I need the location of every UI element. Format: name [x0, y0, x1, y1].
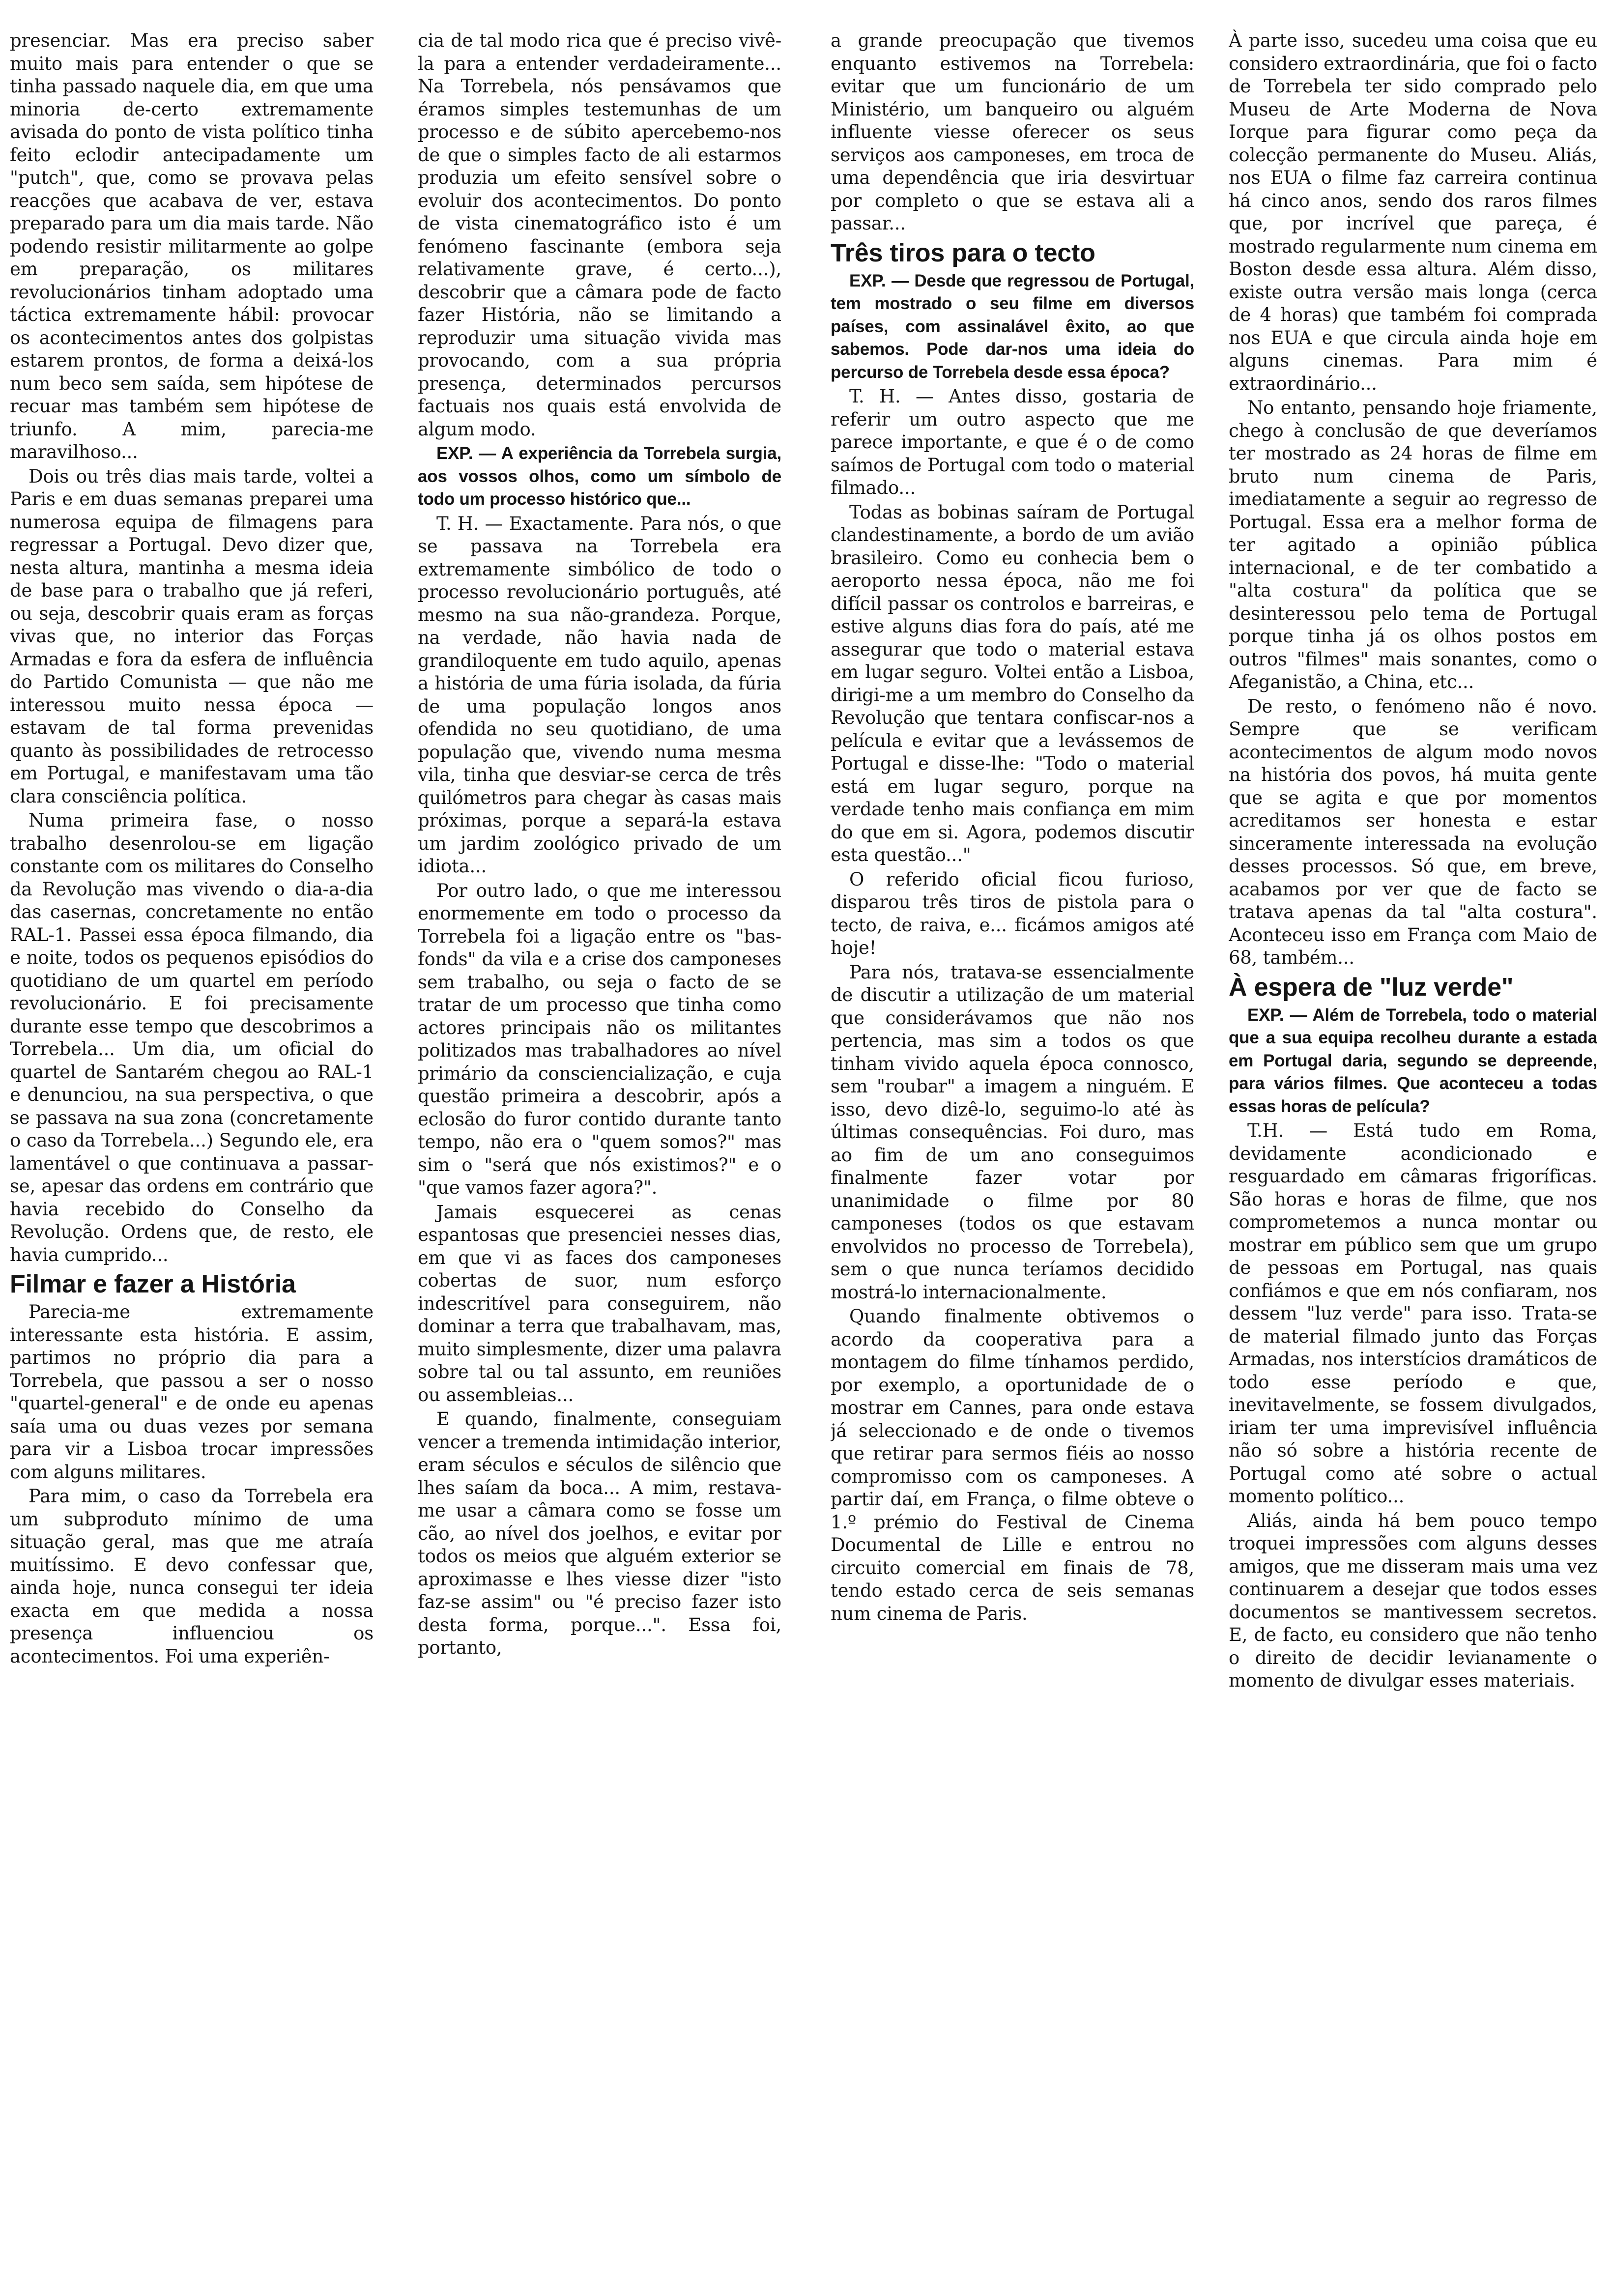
body-paragraph: De resto, o fenómeno não é novo. Sempre que se verificam acontecimentos de algum modo novos na história dos povos, há muita gente que se agita e que por momentos acreditamos ser honesta e estar sinceramente interessada na evolução desses processos. Só que, em breve, acabamos por ver que de facto se tratava apenas da tal "alta costura". Aconteceu isso em França com Maio de 68, também...	[1229, 695, 1597, 968]
body-paragraph: E quando, finalmente, conseguiam vencer a tremenda intimidação interior, eram séculos e séculos de silêncio que lhes saíam da boca... A mim, restava-me usar a câmara como se fosse um cão, ao nível dos joelhos, e evitar por todos os meios que alguém exterior se aproximasse e lhes viesse dizer "isto faz-se assim" ou "é preciso fazer isto desta forma, porque...". Essa foi, portanto,	[418, 1408, 781, 1658]
body-paragraph: cia de tal modo rica que é preciso vivê-la para a entender verdadeiramente... Na Torrebela, nós pensávamos que éramos simples testemunhas de um processo e de súbito apercebemo-nos de que o simples facto de ali estarmos produzia um efeito sensível sobre o evoluir dos acontecimentos. Do ponto de vista cinematográfico isto é um fenómeno fascinante (embora seja relativamente grave, é certo...), descobrir que a câmara pode de facto fazer História, não se limitando a reproduzir uma situação vivida mas provocando, com a sua própria presença, determinados percursos factuais nos quais está envolvida de algum modo.	[418, 30, 781, 440]
body-paragraph: T.H. — Está tudo em Roma, devidamente acondicionado e resguardado em câmaras frigoríficas. São horas e horas de filme, que nos comprometemos a nunca montar ou mostrar em público sem que um grupo de pessoas em Portugal, nas quais confiámos e que em nós confiaram, nos dessem "luz verde" para isso. Trata-se de material filmado junto das Forças Armadas, nos interstícios dramáticos de todo esse período e que, inevitavelmente, se fossem divulgados, iriam ter uma imprevisível influência não só sobre a história recente de Portugal como até sobre o actual momento político...	[1229, 1120, 1597, 1507]
section-heading: Filmar e fazer a História	[10, 1270, 296, 1298]
body-paragraph: Dois ou três dias mais tarde, voltei a Paris e em duas semanas preparei uma numerosa equipa de filmagens para regressar a Portugal. Devo dizer que, nesta altura, mantinha a mesma ideia de base para o trabalho que já referi, ou seja, descobrir quais eram as forças vivas que, no interior das Forças Armadas e fora da esfera de influência do Partido Comunista — que não me interessou muito nessa época — estavam de tal forma prevenidas quanto às possibilidades de retrocesso em Portugal, e manifestavam uma tão clara consciência política.	[10, 465, 374, 807]
column-4	[1229, 29, 1597, 2280]
interviewer-question: EXP. — A experiência da Torrebela surgia, aos vossos olhos, como um símbolo de todo um processo histórico que...	[418, 444, 781, 509]
body-paragraph: Por outro lado, o que me interessou enormemente em todo o processo da Torrebela foi a ligação entre os "bas-fonds" da vila e a crise dos camponeses sem trabalho, ou seja o facto de se tratar de um processo que tinha como actores principais não os militantes politizados mas trabalhadores ao nível primário da consciencialização, e cuja questão primeira a descobrir, após a eclosão do furor contido durante tanto tempo, não era o "quem somos?" mas sim o "será que nós existimos?" e o "que vamos fazer agora?".	[418, 880, 781, 1198]
body-paragraph: Para mim, o caso da Torrebela era um subproduto mínimo de uma situação geral, mas que me atraía muitíssimo. E devo confessar que, ainda hoje, nunca consegui ter ideia exacta em que medida a nossa presença influenciou os acontecimentos. Foi uma experiên-	[10, 1486, 374, 1667]
body-paragraph: Para nós, tratava-se essencialmente de discutir a utilização de um material que considerávamos que não nos pertencia, mas sim a todos os que tinham vivido aquela época connosco, sem "roubar" a imagem a ninguém. E isso, devo dizê-lo, seguimo-lo até às últimas consequências. Foi duro, mas ao fim de um ano conseguimos finalmente fazer votar por unanimidade o filme por 80 camponeses (todos os que estavam envolvidos no processo de Torrebela), sem o que nunca teríamos decidido mostrá-lo internacionalmente.	[831, 961, 1194, 1303]
body-paragraph: Aliás, ainda há bem pouco tempo troquei impressões com alguns desses amigos, que me disseram mais uma vez continuarem a desejar que todos esses documentos se mantivessem secretos. E, de facto, eu considero que não tenho o direito de decidir levianamente o momento de divulgar esses materiais.	[1229, 1510, 1597, 1691]
body-paragraph: presenciar. Mas era preciso saber muito mais para entender o que se tinha passado naquele dia, em que uma minoria de-certo extremamente avisada do ponto de vista político tinha feito eclodir antecipadamente um "putch", que, como se provava pelas reacções que acabava de ver, estava preparado para um dia mais tarde. Não podendo resistir militarmente ao golpe em preparação, os militares revolucionários tinham adoptado uma táctica extremamente hábil: provocar os acontecimentos antes dos golpistas estarem prontos, de forma a deixá-los num beco sem saída, sem hipótese de recuar mas também sem hipótese de triunfo. A mim, parecia-me maravilhoso...	[10, 30, 374, 462]
body-paragraph: a grande preocupação que tivemos enquanto estivemos na Torrebela: evitar que um funcionário de um Ministério, um banqueiro ou alguém influente viesse oferecer os seus serviços aos camponeses, em troca de uma dependência que iria desvirtuar por completo o que se estava ali a passar...	[831, 30, 1194, 234]
body-paragraph: T. H. — Antes disso, gostaria de referir um outro aspecto que me parece importante, e que é o de como saímos de Portugal com todo o material filmado...	[831, 386, 1194, 498]
section-heading: Três tiros para o tecto	[831, 238, 1095, 267]
column-2	[418, 29, 781, 2177]
interviewer-question: EXP. — Além de Torrebela, todo o material que a sua equipa recolheu durante a estada em Portugal daria, segundo se depreende, para vários filmes. Que aconteceu a todas essas horas de película?	[1229, 1005, 1597, 1116]
body-paragraph: Jamais esquecerei as cenas espantosas que presenciei nesses dias, em que vi as faces dos camponeses cobertas de suor, num esforço indescritível para conseguirem, não dominar a terra que trabalhavam, mas, muito simplesmente, dizer uma palavra sobre tal ou tal assunto, em reuniões ou assembleias...	[418, 1201, 781, 1406]
body-paragraph: T. H. — Exactamente. Para nós, o que se passava na Torrebela era extremamente simbólico de todo o processo revolucionário português, até mesmo na sua não-grandeza. Porque, na verdade, não havia nada de grandiloquente em tudo aquilo, apenas a história de uma fúria isolada, da fúria de uma população longos anos ofendida no seu quotidiano, de uma população que, vivendo numa mesma vila, tinha que desviar-se cerca de três quilómetros para chegar às casas mais próximas, porque a separá-la estava um jardim zoológico privado de um idiota...	[418, 513, 781, 877]
body-paragraph: O referido oficial ficou furioso, disparou três tiros de pistola para o tecto, de raiva, e... ficámos amigos até hoje!	[831, 868, 1194, 958]
body-paragraph: Todas as bobinas saíram de Portugal clandestinamente, a bordo de um avião brasileiro. Como eu conhecia bem o aeroporto nessa época, não me foi difícil passar os controlos e barreiras, e estive alguns dias fora do país, até me assegurar que todo o material estava em lugar seguro. Voltei então a Lisboa, dirigi-me a um membro do Conselho da Revolução que tentara confiscar-nos a película e evitar que a levássemos de Portugal e disse-lhe: "Todo o material está em lugar seguro, porque na verdade tenho mais confiança em mim do que em si. Agora, podemos discutir esta questão..."	[831, 501, 1194, 865]
body-paragraph: No entanto, pensando hoje friamente, chego à conclusão de que deveríamos ter mostrado as 24 horas de filme em bruto num cinema de Paris, imediatamente a seguir ao regresso de Portugal. Essa era a melhor forma de ter agitado a opinião pública internacional, e de ter combatido a "alta costura" da política que se desinteressou pelo tema de Portugal porque tinha já os olhos postos em outros "filmes" mais sonantes, como o Afeganistão, a China, etc...	[1229, 397, 1597, 692]
column-3	[831, 29, 1194, 2064]
interviewer-question: EXP. — Desde que regressou de Portugal, tem mostrado o seu filme em diversos países, com assinalável êxito, ao que sabemos. Pode dar-nos uma ideia do percurso de Torrebela desde essa época?	[831, 271, 1194, 382]
body-paragraph: Quando finalmente obtivemos o acordo da cooperativa para a montagem do filme tínhamos perdido, por exemplo, a oportunidade de o mostrar em Cannes, para onde estava já seleccionado e de onde o tivemos que retirar para sermos fiéis ao nosso compromisso com os camponeses. A partir daí, em França, o filme obteve o 1.º prémio do Festival de Cinema Documental de Lille e entrou no circuito comercial em finais de 78, tendo estado cerca de seis semanas num cinema de Paris.	[831, 1306, 1194, 1624]
body-paragraph: Parecia-me extremamente interessante esta história. E assim, partimos no próprio dia para a Torrebela, que passou a ser o nosso "quartel-general" e de onde eu apenas saía uma ou duas vezes por semana para vir a Lisboa trocar impressões com alguns militares.	[10, 1301, 374, 1483]
body-paragraph: À parte isso, sucedeu uma coisa que eu considero extraordinária, que foi o facto de Torrebela ter sido comprado pelo Museu de Arte Moderna de Nova Iorque para figurar como peça da colecção permanente do Museu. Aliás, nos EUA o filme faz carreira continua há cinco anos, sendo dos raros filmes que, por incrível que pareça, é mostrado regularmente num cinema em Boston desde essa altura. Além disso, existe outra versão mais longa (cerca de 4 horas) que também foi comprada nos EUA e que circula ainda hoje em alguns cinemas. Para mim é extraordinário...	[1229, 30, 1597, 394]
section-heading: À espera de "luz verde"	[1229, 973, 1514, 1002]
body-paragraph: Numa primeira fase, o nosso trabalho desenrolou-se em ligação constante com os militares do Conselho da Revolução mas vivendo o dia-a-dia das casernas, concretamente no então RAL-1. Passei essa época filmando, dia e noite, todos os pequenos episódios do quotidiano de um quartel em período revolucionário. E foi precisamente durante esse tempo que descobrimos a Torrebela... Um dia, um oficial do quartel de Santarém chegou ao RAL-1 e denunciou, na sua perspectiva, o que se passava na sua zona (concretamente o caso da Torrebela...) Segundo ele, era lamentável o que continuava a passar-se, apesar das ordens em contrário que havia recebido do Conselho da Revolução. Ordens que, de resto, ele havia cumprido...	[10, 810, 374, 1265]
column-1	[10, 29, 374, 2143]
